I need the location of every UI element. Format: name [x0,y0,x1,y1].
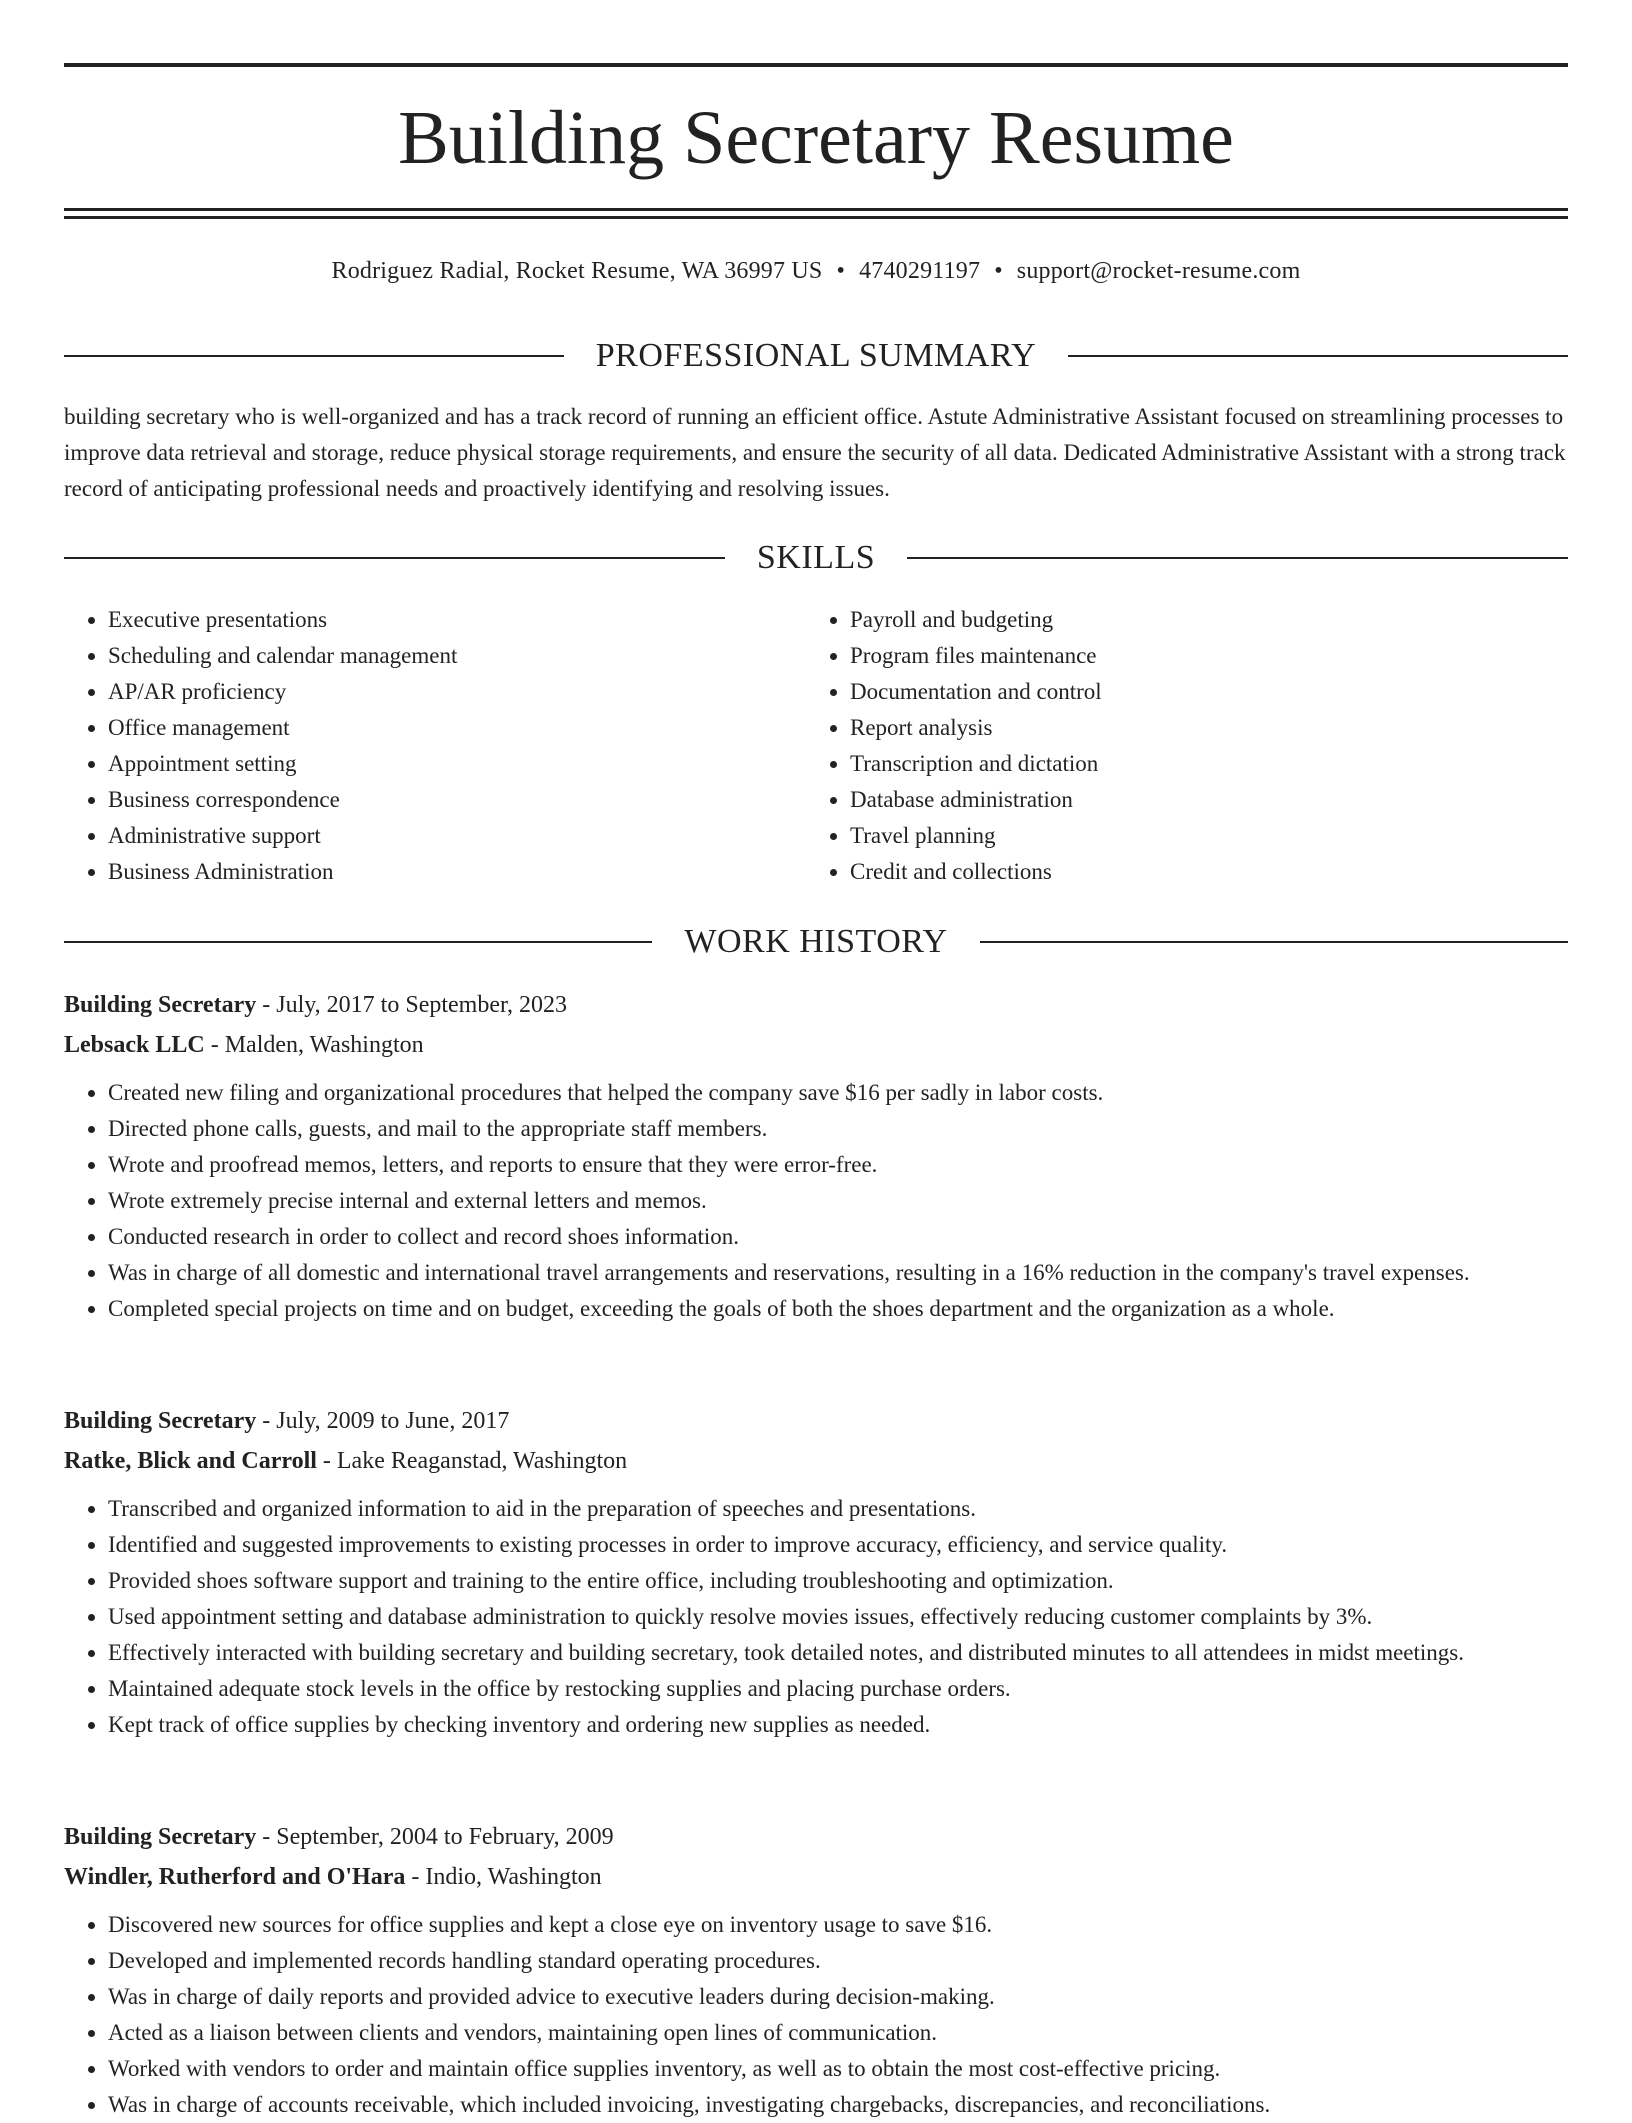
skill-item: • AP/AR proficiency [108,674,804,710]
contact-address: Rodriguez Radial, Rocket Resume, WA 36997 US [331,258,823,284]
job-bullet: • Directed phone calls, guests, and mail to the appropriate staff members. [108,1111,1568,1147]
contact-line [64,256,1568,286]
contact-separator: • [836,258,846,284]
job-role: Building Secretary [64,1408,257,1434]
summary-heading-label: PROFESSIONAL SUMMARY [595,337,1037,374]
job-company: Ratke, Blick and Carroll [64,1448,317,1474]
job-bullet: • Was in charge of daily reports and provided advice to executive leaders during decision-making. [108,1979,1568,2015]
job-location: - Malden, Washington [204,1032,424,1058]
skill-item: • Executive presentations [108,602,804,638]
heading-rule-left [64,355,564,357]
job-location: - Lake Reaganstad, Washington [316,1448,628,1474]
job-bullets [64,1075,1568,1327]
heading-rule-right [1068,355,1568,357]
skill-item: • Appointment setting [108,746,804,782]
job-title-line [64,1401,1568,1441]
job-company: Windler, Rutherford and O'Hara [64,1864,406,1890]
skill-item: • Office management [108,710,804,746]
skills-column-right [806,602,1546,890]
job-entry [64,1817,1568,2123]
skill-item: • Scheduling and calendar management [108,638,804,674]
job-bullet: • Discovered new sources for office supplies and kept a close eye on inventory usage to save $16. [108,1907,1568,1943]
work-heading-label: WORK HISTORY [684,923,948,960]
job-company: Lebsack LLC [64,1032,205,1058]
job-entry [64,985,1568,1327]
contact-phone: 4740291197 [859,258,981,284]
skill-item: • Administrative support [108,818,804,854]
job-bullet: • Transcribed and organized information to aid in the preparation of speeches and presentations. [108,1491,1568,1527]
job-location: - Indio, Washington [405,1864,602,1890]
job-dates: - July, 2009 to June, 2017 [256,1408,510,1434]
job-bullet: • Identified and suggested improvements to existing processes in order to improve accuracy, efficiency, and service quality. [108,1527,1568,1563]
job-bullet: • Maintained adequate stock levels in the office by restocking supplies and placing purchase orders. [108,1671,1568,1707]
title-rule-upper [64,208,1568,211]
skill-item: • Program files maintenance [850,638,1546,674]
job-bullet: • Used appointment setting and database administration to quickly resolve movies issues, effectively reducing customer complaints by 3%. [108,1599,1568,1635]
skill-item: • Payroll and budgeting [850,602,1546,638]
skill-item: • Documentation and control [850,674,1546,710]
job-bullet: • Kept track of office supplies by checking inventory and ordering new supplies as needed. [108,1707,1568,1743]
job-bullet: • Completed special projects on time and on budget, exceeding the goals of both the shoes department and the organization as a whole. [108,1291,1568,1327]
job-entry [64,1401,1568,1743]
heading-rule-left [64,557,725,559]
skills-list-left [64,602,804,890]
job-title-line [64,1817,1568,1857]
job-company-line [64,1025,1568,1065]
job-bullet: • Wrote extremely precise internal and external letters and memos. [108,1183,1568,1219]
skill-item: • Transcription and dictation [850,746,1546,782]
contact-email: support@rocket-resume.com [1016,258,1301,284]
skill-item: • Report analysis [850,710,1546,746]
summary-section-heading [64,336,1568,376]
job-bullet: • Developed and implemented records handling standard operating procedures. [108,1943,1568,1979]
skills-section-heading [64,538,1568,578]
heading-rule-left [64,941,652,943]
contact-separator: • [994,258,1003,284]
job-title-line [64,985,1568,1025]
job-bullet: • Effectively interacted with building secretary and building secretary, took detailed notes, and distributed minutes to all attendees in midst meetings. [108,1635,1568,1671]
skill-item: • Travel planning [850,818,1546,854]
job-dates: - July, 2017 to September, 2023 [256,992,568,1018]
job-dates: - September, 2004 to February, 2009 [256,1824,614,1850]
job-bullet: • Was in charge of all domestic and international travel arrangements and reservations, resulting in a 16% reduction in the company's travel expenses. [108,1255,1568,1291]
job-bullet: • Wrote and proofread memos, letters, and reports to ensure that they were error-free. [108,1147,1568,1183]
summary-text: building secretary who is well-organized and has a track record of running an efficient office. Astute Administrative Assistant focused on streamlining processes to improve data retrieval and storage, reduce physical storage requirements, and ensure the security of all data. Dedicated Administrative Assistant with a strong track record of anticipating professional needs and proactively identifying and resolving issues. [64,404,1566,501]
job-bullet: • Was in charge of accounts receivable, which included invoicing, investigating chargebacks, discrepancies, and reconciliations. [108,2087,1568,2123]
skill-item: • Business Administration [108,854,804,890]
skills-heading-label: SKILLS [756,539,876,576]
heading-rule-right [980,941,1568,943]
resume-title: Building Secretary Resume [398,96,1234,180]
skill-item: • Credit and collections [850,854,1546,890]
job-company-line [64,1857,1568,1897]
skill-item: • Database administration [850,782,1546,818]
skills-column-left [64,602,804,890]
skills-list-right [806,602,1546,890]
skill-item: • Business correspondence [108,782,804,818]
heading-rule-right [907,557,1568,559]
job-bullet: • Conducted research in order to collect and record shoes information. [108,1219,1568,1255]
job-role: Building Secretary [64,992,257,1018]
job-bullet: • Provided shoes software support and training to the entire office, including troubleshooting and optimization. [108,1563,1568,1599]
top-rule [64,63,1568,67]
job-bullet: • Worked with vendors to order and maintain office supplies inventory, as well as to obtain the most cost-effective pricing. [108,2051,1568,2087]
job-bullets [64,1491,1568,1743]
job-bullet: • Acted as a liaison between clients and vendors, maintaining open lines of communication. [108,2015,1568,2051]
title-rule-lower [64,216,1568,219]
job-company-line [64,1441,1568,1481]
job-role: Building Secretary [64,1824,257,1850]
job-bullets [64,1907,1568,2123]
job-bullet: • Created new filing and organizational procedures that helped the company save $16 per sadly in labor costs. [108,1075,1568,1111]
work-section-heading [64,922,1568,962]
